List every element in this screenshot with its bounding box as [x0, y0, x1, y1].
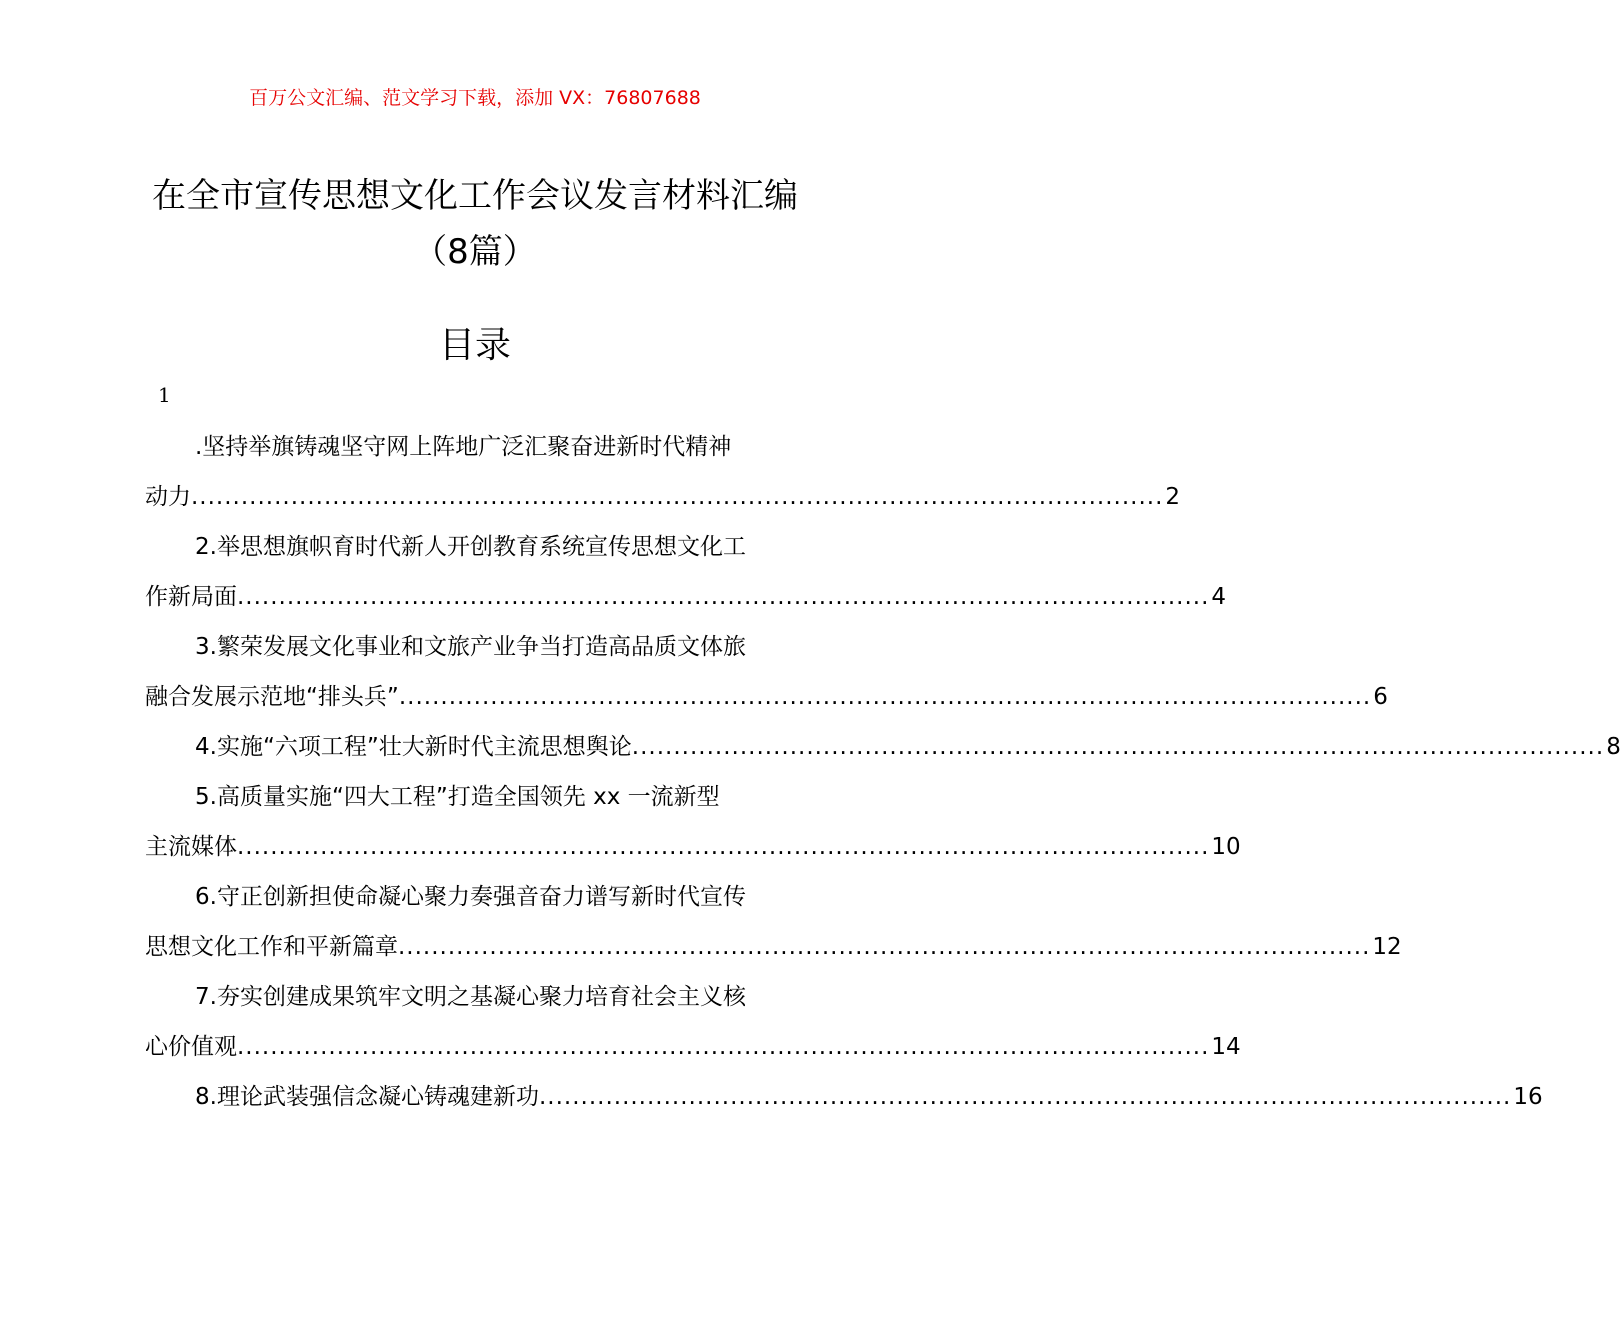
toc-entry-title-tail: 思想文化工作和平新篇章: [145, 934, 398, 960]
toc-leader-dots: .....................................................................................................................: [191, 484, 1164, 510]
toc-entry[interactable]: [145, 722, 1621, 772]
table-of-contents: [145, 422, 1621, 1122]
toc-stray-number: 1: [158, 383, 171, 407]
toc-leader-dots: .....................................................................................................................: [237, 834, 1210, 860]
toc-leader-dots: .....................................................................................................................: [631, 734, 1605, 760]
toc-entry-title-line: 7.夯实创建成果筑牢文明之基凝心聚力培育社会主义核: [195, 984, 746, 1010]
document-title: 在全市宣传思想文化工作会议发言材料汇编（8篇）: [152, 176, 798, 272]
toc-entry[interactable]: [145, 422, 1181, 522]
toc-leader-dots: .....................................................................................................................: [237, 584, 1210, 610]
toc-entry[interactable]: [145, 872, 1402, 972]
toc-page-number: 14: [1211, 1034, 1241, 1060]
toc-entry-title-tail: 心价值观: [145, 1034, 237, 1060]
toc-page-number: 8: [1606, 734, 1621, 760]
toc-entry-title-tail: 主流媒体: [145, 834, 237, 860]
watermark-banner: 百万公文汇编、范文学习下载，添加 VX：76807688: [249, 87, 701, 109]
toc-page-number: 4: [1211, 584, 1227, 610]
toc-entry-title-tail: 融合发展示范地“排头兵”: [145, 684, 399, 710]
toc-heading: 目录: [438, 325, 511, 366]
toc-entry-title-line: .坚持举旗铸魂坚守网上阵地广泛汇聚奋进新时代精神: [195, 434, 732, 460]
toc-page-number: 16: [1513, 1084, 1543, 1110]
toc-entry-title-line: 3.繁荣发展文化事业和文旅产业争当打造高品质文体旅: [195, 634, 746, 660]
toc-leader-dots: .....................................................................................................................: [237, 1034, 1210, 1060]
toc-entry[interactable]: [145, 1072, 1543, 1122]
toc-page-number: 12: [1372, 934, 1402, 960]
toc-page-number: 2: [1165, 484, 1181, 510]
toc-leader-dots: .....................................................................................................................: [398, 934, 1371, 960]
toc-entry-title-tail: 作新局面: [145, 584, 237, 610]
toc-entry[interactable]: [145, 772, 1241, 872]
toc-entry[interactable]: [145, 522, 1227, 622]
toc-entry[interactable]: [145, 622, 1388, 722]
toc-entry-title-line: 6.守正创新担使命凝心聚力奏强音奋力谱写新时代宣传: [195, 884, 746, 910]
toc-leader-dots: .....................................................................................................................: [538, 1084, 1512, 1110]
toc-entry-title-line: 5.高质量实施“四大工程”打造全国领先 xx 一流新型: [195, 784, 720, 810]
toc-entry[interactable]: [145, 972, 1241, 1072]
toc-entry-title-line: 2.举思想旗帜育时代新人开创教育系统宣传思想文化工: [195, 534, 746, 560]
toc-page-number: 10: [1211, 834, 1241, 860]
toc-entry-title-tail: 动力: [145, 484, 191, 510]
toc-entry-title-tail: 4.实施“六项工程”壮大新时代主流思想舆论: [195, 734, 632, 760]
toc-entry-title-tail: 8.理论武装强信念凝心铸魂建新功: [195, 1084, 539, 1110]
toc-page-number: 6: [1373, 684, 1388, 710]
toc-leader-dots: .....................................................................................................................: [398, 684, 1372, 710]
